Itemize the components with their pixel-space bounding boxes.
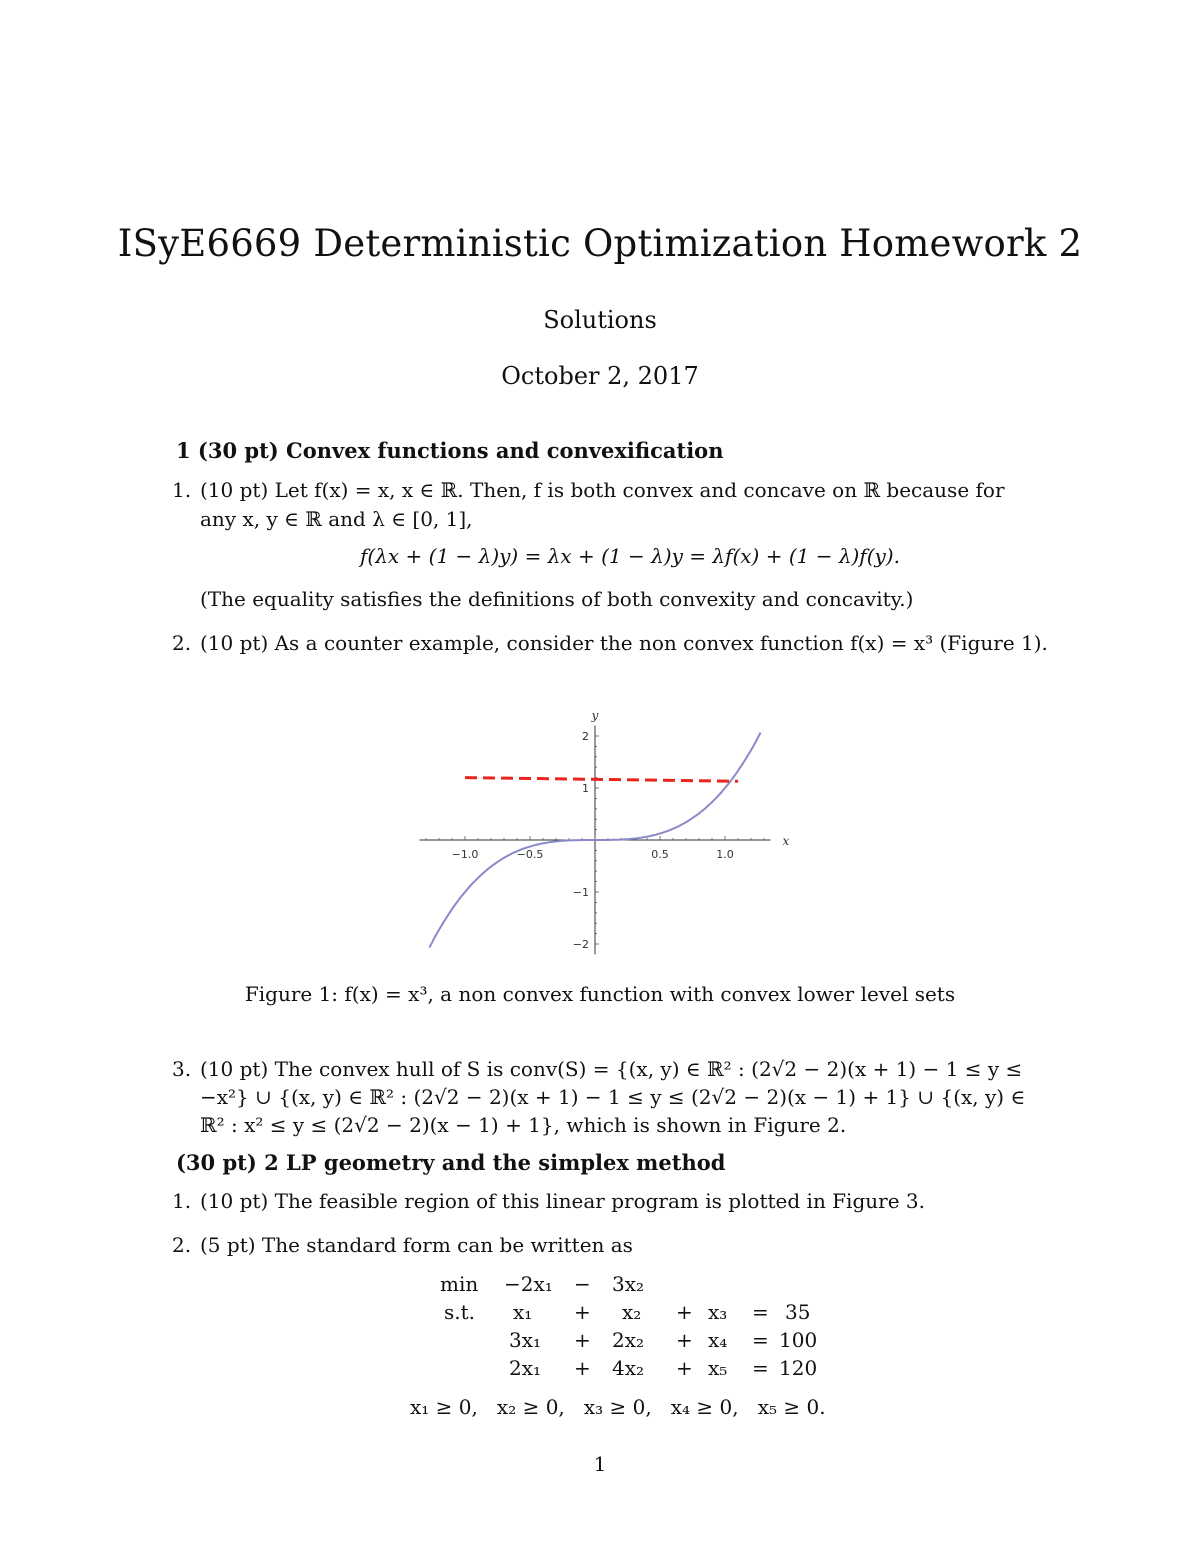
y-tick-label: 1: [582, 782, 589, 795]
lp-row1-op2: +: [676, 1300, 693, 1324]
lp-row3-term2: 4x₂: [612, 1356, 645, 1380]
y-axis-label: y: [591, 708, 599, 723]
lp-nonnegativity: x₁ ≥ 0, x₂ ≥ 0, x₃ ≥ 0, x₄ ≥ 0, x₅ ≥ 0.: [410, 1395, 826, 1419]
lp-row1-term2: x₂: [622, 1300, 642, 1324]
figure-1-chart: [395, 695, 815, 960]
lp-row2-rhs: 100: [779, 1328, 818, 1352]
section-1-heading: 1 (30 pt) Convex functions and convexification: [176, 438, 724, 463]
item-1-number: 1.: [172, 478, 192, 502]
section-2-heading: (30 pt) 2 LP geometry and the simplex method: [176, 1150, 726, 1175]
x-tick-label: 0.5: [651, 848, 669, 861]
section-2-item-2-number: 2.: [172, 1233, 192, 1257]
lp-row3-eq: =: [752, 1356, 769, 1380]
lp-row1-term1: x₁: [513, 1300, 533, 1324]
x-tick-label: −0.5: [516, 848, 544, 861]
item-3-line1: (10 pt) The convex hull of S is conv(S) = {(x, y) ∈ ℝ² : (2√2 − 2)(x + 1) − 1 ≤ y ≤: [200, 1057, 1023, 1081]
lp-row1-op1: +: [574, 1300, 591, 1324]
x-axis-label: x: [782, 834, 790, 848]
item-3-line3: ℝ² : x² ≤ y ≤ (2√2 − 2)(x − 1) + 1}, which is shown in Figure 2.: [200, 1113, 847, 1137]
lp-row3-op1: +: [574, 1356, 591, 1380]
page-number: 1: [593, 1452, 607, 1476]
lp-row3-op2: +: [676, 1356, 693, 1380]
lp-row0-term1: −2x₁: [504, 1272, 553, 1296]
lp-row2-eq: =: [752, 1328, 769, 1352]
item-1-note: (The equality satisfies the definitions of both convexity and concavity.): [200, 587, 914, 611]
lp-row3-rhs: 120: [779, 1356, 818, 1380]
figure-1-caption: Figure 1: f(x) = x³, a non convex function with convex lower level sets: [244, 982, 956, 1006]
x-tick-label: 1.0: [716, 848, 734, 861]
lp-row1-eq: =: [752, 1300, 769, 1324]
lp-row0-term2: 3x₂: [612, 1272, 645, 1296]
item-1-text-line2: any x, y ∈ ℝ and λ ∈ [0, 1],: [200, 507, 473, 531]
lp-row1-label: s.t.: [444, 1300, 476, 1324]
lp-row1-rhs: 35: [785, 1300, 811, 1324]
lp-row0-label: min: [440, 1272, 479, 1296]
lp-row3-term3: x₅: [708, 1356, 728, 1380]
lp-row2-op1: +: [574, 1328, 591, 1352]
item-1-text-line1: (10 pt) Let f(x) = x, x ∈ ℝ. Then, f is both convex and concave on ℝ because for: [200, 478, 1005, 502]
item-3-line2: −x²} ∪ {(x, y) ∈ ℝ² : (2√2 − 2)(x + 1) − 1 ≤ y ≤ (2√2 − 2)(x − 1) + 1} ∪ {(x, y) ∈: [200, 1085, 1026, 1109]
lp-row1-term3: x₃: [708, 1300, 728, 1324]
y-tick-label: −1: [572, 886, 589, 899]
y-tick-label: 2: [582, 730, 589, 743]
section-2-item-2-text: (5 pt) The standard form can be written as: [200, 1233, 633, 1257]
item-1-equation: f(λx + (1 − λ)y) = λx + (1 − λ)y = λf(x) + (1 − λ)f(y).: [360, 544, 900, 568]
y-tick-label: −2: [572, 938, 589, 951]
section-2-item-1-text: (10 pt) The feasible region of this linear program is plotted in Figure 3.: [200, 1189, 925, 1213]
item-2-text: (10 pt) As a counter example, consider the non convex function f(x) = x³ (Figure 1).: [200, 631, 1048, 655]
lp-row2-term2: 2x₂: [612, 1328, 645, 1352]
document-date: October 2, 2017: [501, 362, 699, 390]
dashed-level-line: [465, 778, 738, 782]
document-subtitle: Solutions: [543, 306, 657, 334]
section-2-item-1-number: 1.: [172, 1189, 192, 1213]
document-title: ISyE6669 Deterministic Optimization Homework 2: [117, 222, 1083, 265]
chart-layer: [420, 709, 790, 955]
lp-row2-term1: 3x₁: [509, 1328, 542, 1352]
x-tick-label: −1.0: [451, 848, 479, 861]
lp-row2-term3: x₄: [708, 1328, 728, 1352]
lp-row0-op1: −: [574, 1272, 591, 1296]
item-3-number: 3.: [172, 1057, 192, 1081]
lp-row3-term1: 2x₁: [509, 1356, 542, 1380]
lp-row2-op2: +: [676, 1328, 693, 1352]
item-2-number: 2.: [172, 631, 192, 655]
